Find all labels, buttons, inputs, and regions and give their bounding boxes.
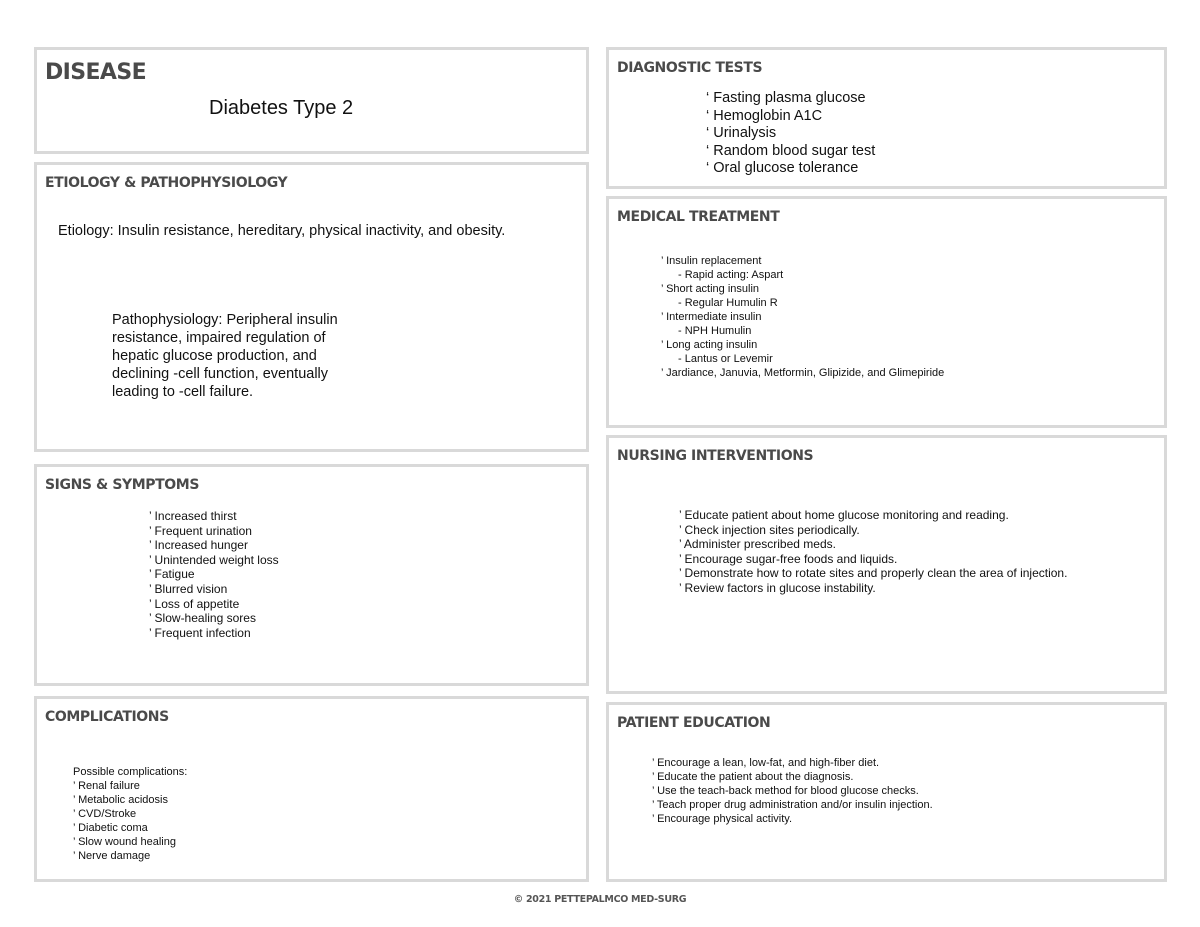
list-item: - Rapid acting: Aspart (678, 269, 784, 281)
list-item: ’ Loss of appetite (149, 596, 240, 611)
list-item: ’ Frequent urination (149, 523, 252, 538)
list-item: ’ Educate patient about home glucose monitoring and reading. (679, 508, 1009, 522)
signs-section (34, 464, 589, 686)
list-item: - Regular Humulin R (678, 297, 778, 309)
medical-section (606, 196, 1167, 428)
etiology-section (34, 162, 589, 452)
list-item: ‘ Fasting plasma glucose (706, 90, 866, 106)
disease-name: Diabetes Type 2 (209, 97, 354, 119)
complications-header: COMPLICATIONS (45, 709, 169, 725)
list-item: ’ Metabolic acidosis (73, 794, 168, 806)
medical-list (661, 254, 944, 380)
list-item: ’ Renal failure (73, 780, 140, 792)
list-item: ‘ Random blood sugar test (706, 142, 876, 159)
patho-line: resistance, impaired regulation of (112, 330, 326, 346)
list-item: ’ Encourage sugar-free foods and liquids. (679, 551, 898, 566)
signs-list (149, 509, 279, 640)
disease-section (34, 47, 589, 154)
list-item: ’ Frequent infection (149, 625, 251, 640)
list-item: ’ Encourage a lean, low-fat, and high-fiber diet. (652, 757, 880, 769)
etiology-text: Etiology: Insulin resistance, hereditary, physical inactivity, and obesity. (58, 223, 506, 239)
list-item: ’ Use the teach-back method for blood glucose checks. (652, 785, 919, 797)
list-item: ’ Educate the patient about the diagnosis. (652, 771, 854, 783)
list-item: ’ Slow-healing sores (149, 611, 256, 626)
diagnostic-section (606, 47, 1167, 189)
disease-header: DISEASE (45, 60, 147, 85)
list-item: ’ Intermediate insulin (661, 311, 762, 323)
education-header: PATIENT EDUCATION (617, 715, 771, 731)
list-item: ’ Insulin replacement (661, 255, 762, 267)
list-item: ’ Diabetic coma (73, 822, 148, 834)
list-item: - NPH Humulin (678, 325, 752, 337)
list-item: ‘ Oral glucose tolerance (706, 160, 859, 177)
complications-list (73, 765, 187, 863)
list-item: ’ Demonstrate how to rotate sites and properly clean the area of injection. (679, 566, 1068, 581)
nursing-header: NURSING INTERVENTIONS (617, 448, 814, 464)
patho-line: declining -cell function, eventually (112, 366, 329, 382)
patho-line: leading to -cell failure. (112, 384, 254, 400)
list-item: ’ Jardiance, Januvia, Metformin, Glipizide, and Glimepiride (661, 367, 945, 379)
pathophysiology-text (112, 311, 338, 401)
signs-header: SIGNS & SYMPTOMS (45, 477, 200, 493)
list-item: ’ Review factors in glucose instability. (679, 580, 876, 595)
education-list (652, 756, 933, 826)
copyright-footer: © 2021 PETTEPALMCO MED-SURG (513, 894, 687, 905)
complications-section (34, 696, 589, 882)
nursing-section (606, 435, 1167, 694)
list-item: - Lantus or Levemir (678, 353, 773, 365)
list-item: ‘ Hemoglobin A1C (706, 107, 823, 124)
education-section (606, 702, 1167, 882)
list-item: ’ Nerve damage (73, 850, 151, 862)
list-item: ’ CVD/Stroke (73, 808, 137, 820)
patho-line: Pathophysiology: Peripheral insulin (112, 312, 338, 328)
list-item: ’ Increased hunger (149, 538, 248, 553)
list-item: ’ Fatigue (149, 567, 195, 582)
list-item: ‘ Urinalysis (706, 125, 777, 142)
medical-header: MEDICAL TREATMENT (617, 209, 780, 225)
list-item: ’ Teach proper drug administration and/or insulin injection. (652, 799, 933, 811)
nursing-list (679, 508, 1067, 596)
list-item: ’ Encourage physical activity. (652, 813, 793, 825)
diagnostic-list (706, 90, 875, 178)
etiology-header: ETIOLOGY & PATHOPHYSIOLOGY (45, 175, 288, 191)
list-item: ’ Long acting insulin (661, 339, 758, 351)
list-item: ’ Short acting insulin (661, 283, 760, 295)
list-item: ’ Administer prescribed meds. (679, 537, 836, 552)
list-item: ’ Check injection sites periodically. (679, 522, 860, 537)
diagnostic-header: DIAGNOSTIC TESTS (617, 60, 763, 76)
list-item: ’ Slow wound healing (73, 836, 176, 848)
list-item: ’ Unintended weight loss (149, 552, 279, 567)
patho-line: hepatic glucose production, and (112, 348, 317, 364)
list-item: ’ Blurred vision (149, 581, 228, 596)
list-item: ’ Increased thirst (149, 509, 237, 523)
list-item: Possible complications: (73, 766, 188, 778)
